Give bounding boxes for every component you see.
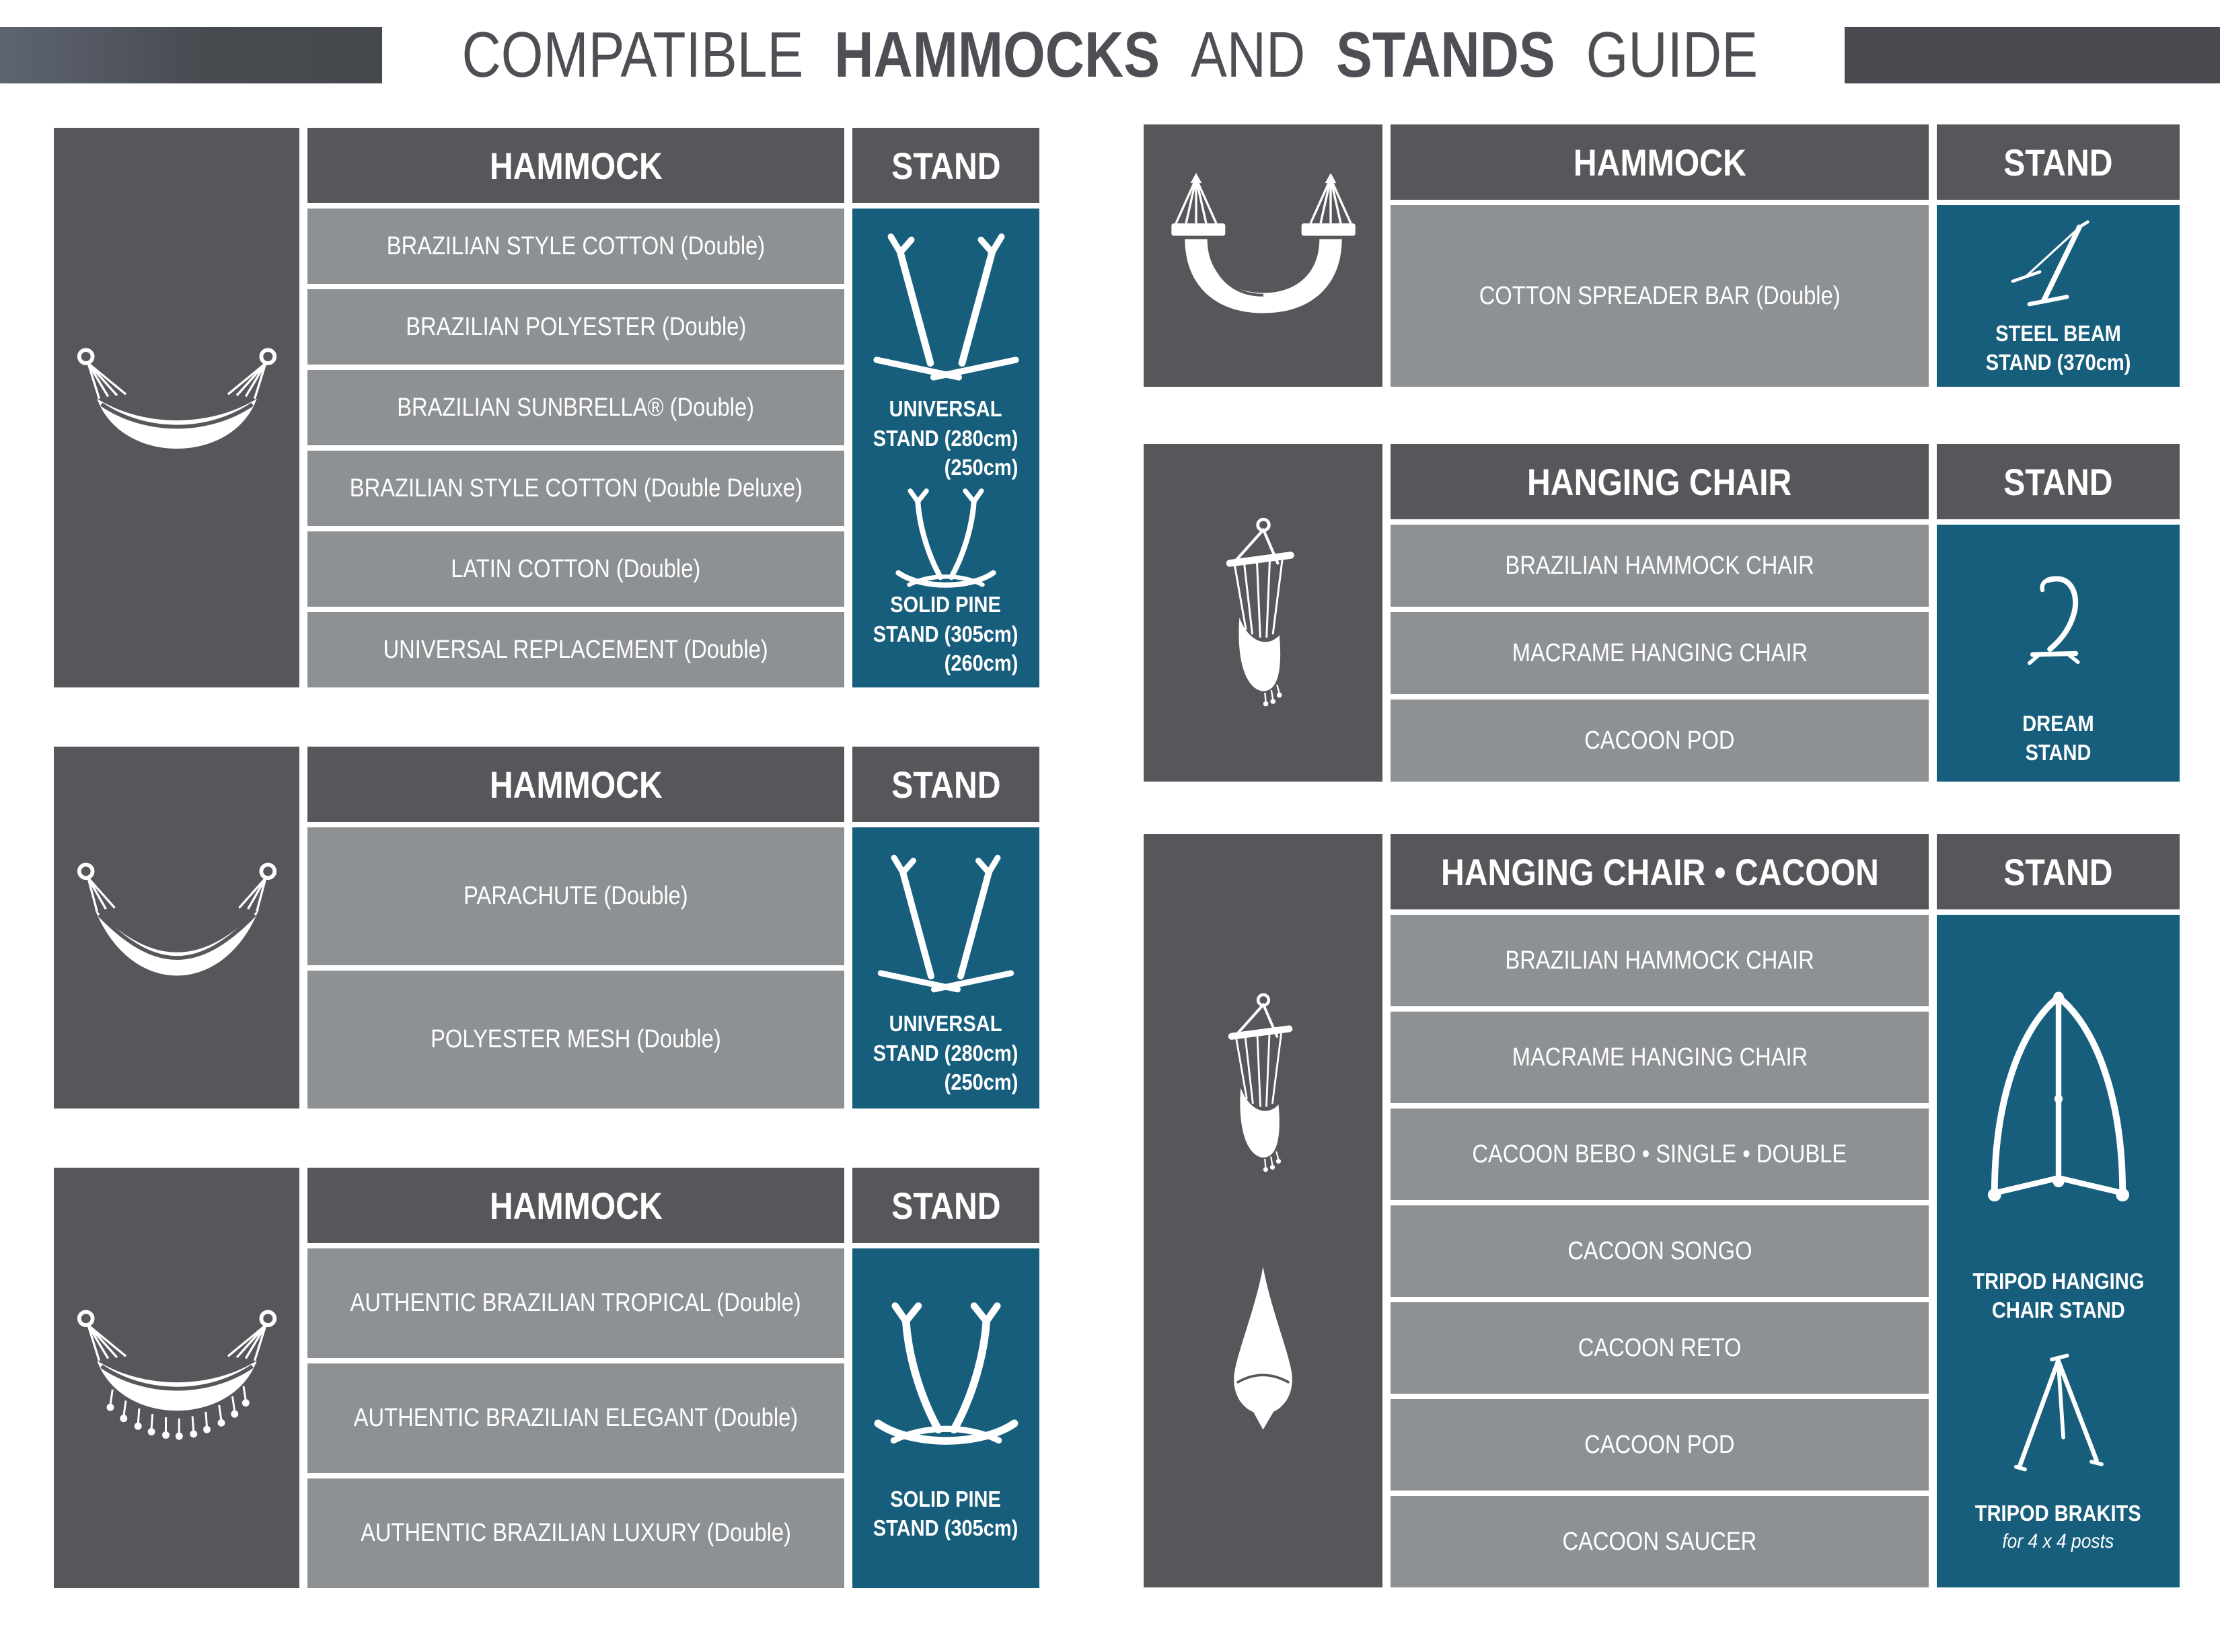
chair-image-cell — [1144, 444, 1382, 782]
stand-caption: STEEL BEAM STAND (370cm) — [1985, 320, 2131, 375]
title-word: AND — [1191, 19, 1306, 91]
stand-caption: UNIVERSAL STAND (280cm) (250cm) — [873, 1011, 1019, 1095]
chair-cacoon-row: CACOON RETO — [1391, 1302, 1929, 1394]
table-parachute-hammocks — [54, 747, 1039, 1109]
stand-caption: SOLID PINE STAND (305cm) (260cm) — [873, 592, 1019, 676]
stand-cell — [852, 1248, 1039, 1588]
chair-cacoon-row: CACOON BEBO • SINGLE • DOUBLE — [1391, 1109, 1929, 1200]
fringe-hammock-icon — [66, 1302, 288, 1454]
hammock-row: AUTHENTIC BRAZILIAN LUXURY (Double) — [307, 1478, 844, 1588]
table-spreader-bar — [1144, 124, 2180, 387]
chair-cacoon-row: CACOON SAUCER — [1391, 1496, 1929, 1587]
stand-caption: TRIPOD BRAKITS for 4 x 4 posts — [1975, 1501, 2141, 1553]
hammock-row: BRAZILIAN STYLE COTTON (Double Deluxe) — [307, 451, 844, 526]
spreader-bar-hammock-icon — [1162, 170, 1364, 342]
column-header-hammock: HAMMOCK — [307, 747, 844, 822]
column-header-stand: STAND — [852, 1168, 1039, 1243]
stand-caption: UNIVERSAL STAND (280cm) (250cm) — [873, 396, 1019, 480]
column-header-hammock: HAMMOCK — [1391, 124, 1929, 200]
chair-row: CACOON POD — [1391, 700, 1929, 782]
table-brazilian-hammocks — [54, 128, 1039, 687]
hammock-row: AUTHENTIC BRAZILIAN ELEGANT (Double) — [307, 1363, 844, 1473]
stand-cell — [852, 209, 1039, 687]
hanging-chair-icon — [1199, 515, 1327, 710]
column-header-stand: STAND — [852, 747, 1039, 822]
hammock-row: AUTHENTIC BRAZILIAN TROPICAL (Double) — [307, 1248, 844, 1358]
column-header-hanging-chair-cacoon: HANGING CHAIR • CACOON — [1391, 834, 1929, 909]
tripod-brakits-icon — [1979, 1348, 2137, 1476]
hammock-row: PARACHUTE (Double) — [307, 827, 844, 965]
solid-pine-stand-icon — [862, 482, 1030, 590]
page-title — [0, 7, 2220, 104]
column-header-hammock: HAMMOCK — [307, 1168, 844, 1243]
column-header-stand: STAND — [1937, 834, 2180, 909]
chair-row: BRAZILIAN HAMMOCK CHAIR — [1391, 525, 1929, 607]
tripod-hanging-chair-stand-icon — [1964, 947, 2153, 1243]
hammock-row: BRAZILIAN STYLE COTTON (Double) — [307, 209, 844, 284]
column-header-hanging-chair: HANGING CHAIR — [1391, 444, 1929, 519]
hammock-row: BRAZILIAN SUNBRELLA® (Double) — [307, 370, 844, 445]
universal-stand-icon — [872, 839, 1020, 1007]
hammock-image-cell — [54, 1168, 299, 1588]
stand-cell — [1937, 205, 2180, 387]
column-header-stand: STAND — [1937, 444, 2180, 519]
chair-cacoon-row: MACRAME HANGING CHAIR — [1391, 1012, 1929, 1103]
dream-stand-icon — [2005, 539, 2112, 704]
solid-pine-stand-icon — [860, 1293, 1032, 1448]
chair-cacoon-row: BRAZILIAN HAMMOCK CHAIR — [1391, 915, 1929, 1006]
column-header-hammock: HAMMOCK — [307, 128, 844, 203]
hammock-image-cell — [54, 128, 299, 687]
hammock-row: UNIVERSAL REPLACEMENT (Double) — [307, 612, 844, 687]
stand-cell — [852, 827, 1039, 1109]
stand-caption: DREAM STAND — [2022, 710, 2094, 765]
cacoon-icon — [1204, 1263, 1322, 1431]
hammock-row: COTTON SPREADER BAR (Double) — [1391, 205, 1929, 387]
column-header-stand: STAND — [852, 128, 1039, 203]
table-authentic-brazilian — [54, 1168, 1039, 1588]
title-word: GUIDE — [1586, 19, 1759, 91]
hammock-row: POLYESTER MESH (Double) — [307, 971, 844, 1109]
chair-cacoon-row: CACOON SONGO — [1391, 1205, 1929, 1297]
table-hanging-chair — [1144, 444, 2180, 782]
stand-caption: TRIPOD HANGING CHAIR STAND — [1972, 1268, 2144, 1323]
steel-beam-stand-icon — [1995, 215, 2122, 319]
hammock-icon — [66, 340, 288, 475]
hammock-image-cell — [1144, 124, 1382, 387]
hammock-row: LATIN COTTON (Double) — [307, 531, 844, 607]
hanging-chair-icon — [1203, 991, 1324, 1176]
universal-stand-icon — [867, 218, 1025, 394]
stand-cell — [1937, 915, 2180, 1587]
chair-cacoon-image-cell — [1144, 834, 1382, 1587]
title-word: COMPATIBLE — [461, 19, 804, 91]
deep-hammock-icon — [66, 856, 288, 1000]
hammock-image-cell — [54, 747, 299, 1109]
title-word: STANDS — [1336, 19, 1555, 91]
table-hanging-chair-cacoon — [1144, 834, 2180, 1587]
title-word: HAMMOCKS — [834, 19, 1160, 91]
chair-row: MACRAME HANGING CHAIR — [1391, 612, 1929, 694]
hammock-row: BRAZILIAN POLYESTER (Double) — [307, 289, 844, 365]
column-header-stand: STAND — [1937, 124, 2180, 200]
stand-cell — [1937, 525, 2180, 782]
chair-cacoon-row: CACOON POD — [1391, 1399, 1929, 1491]
stand-caption: SOLID PINE STAND (305cm) — [873, 1486, 1019, 1541]
